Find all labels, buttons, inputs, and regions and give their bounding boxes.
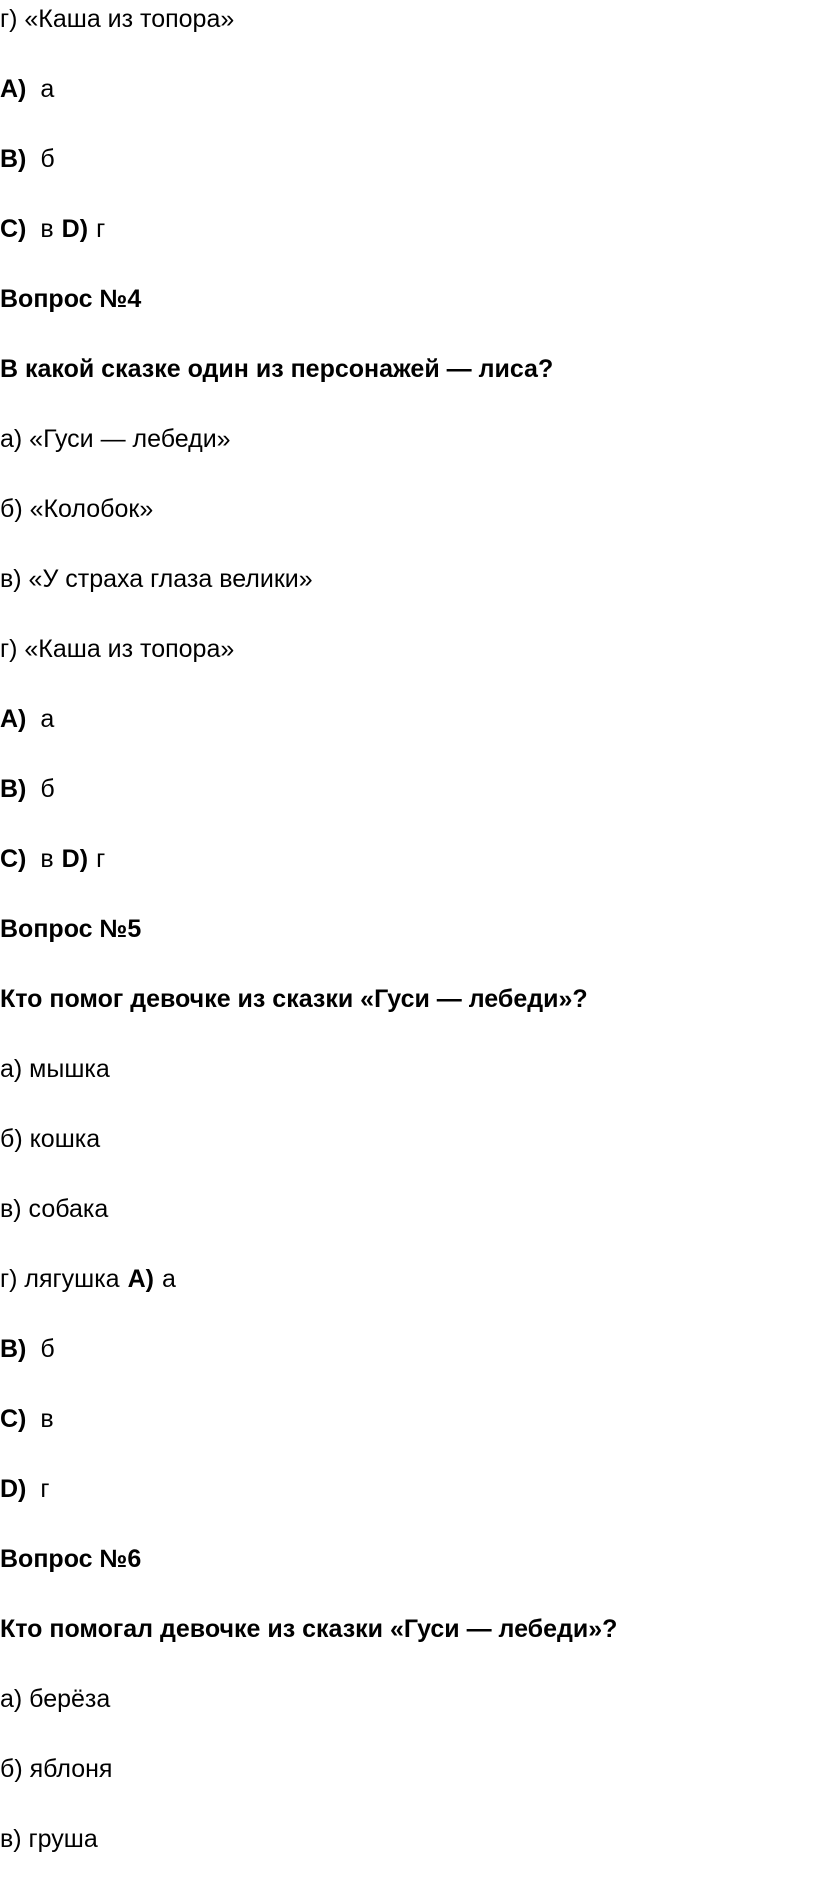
answer-value: а bbox=[40, 705, 55, 733]
q5-option-c: в) собака bbox=[0, 1195, 109, 1223]
answer-value: в bbox=[40, 215, 54, 243]
answer-value: б bbox=[40, 145, 55, 173]
answer-value: в bbox=[40, 845, 54, 873]
q5-option-d-answer-a bbox=[0, 1264, 176, 1294]
answer-value: б bbox=[40, 1335, 55, 1363]
q6-option-b: б) яблоня bbox=[0, 1755, 113, 1783]
option-text: г) лягушка bbox=[0, 1265, 120, 1293]
q5-answer-d bbox=[0, 1474, 50, 1504]
q4-heading: Вопрос №4 bbox=[0, 285, 142, 313]
q5-answer-c bbox=[0, 1404, 54, 1434]
q3-option-g: г) «Каша из топора» bbox=[0, 5, 235, 33]
answer-key: C) bbox=[0, 215, 27, 243]
q4-option-c: в) «У страха глаза велики» bbox=[0, 565, 313, 593]
answer-key: C) bbox=[0, 845, 27, 873]
q3-answer-b bbox=[0, 144, 55, 174]
q6-question: Кто помогал девочке из сказки «Гуси — лебеди»? bbox=[0, 1615, 618, 1643]
answer-value: а bbox=[161, 1265, 176, 1293]
answer-value: г bbox=[96, 845, 106, 873]
answer-value: г bbox=[40, 1475, 50, 1503]
q3-answer-a bbox=[0, 74, 54, 104]
answer-key: A) bbox=[127, 1265, 154, 1293]
q4-option-b: б) «Колобок» bbox=[0, 495, 154, 523]
q5-heading: Вопрос №5 bbox=[0, 915, 142, 943]
answer-key: B) bbox=[0, 145, 27, 173]
answer-value: а bbox=[40, 75, 55, 103]
answer-key: B) bbox=[0, 775, 27, 803]
q5-answer-b bbox=[0, 1334, 55, 1364]
q5-option-a: а) мышка bbox=[0, 1055, 110, 1083]
q4-answer-c-d bbox=[0, 844, 105, 874]
q6-option-a: а) берёза bbox=[0, 1685, 111, 1713]
answer-key: A) bbox=[0, 705, 27, 733]
q5-question: Кто помог девочке из сказки «Гуси — лебеди»? bbox=[0, 985, 588, 1013]
answer-key: C) bbox=[0, 1405, 27, 1433]
q3-answer-c-d bbox=[0, 214, 105, 244]
q4-question: В какой сказке один из персонажей — лиса? bbox=[0, 355, 554, 383]
answer-value: б bbox=[40, 775, 55, 803]
q4-answer-b bbox=[0, 774, 55, 804]
answer-key: D) bbox=[0, 1475, 27, 1503]
q4-option-d: г) «Каша из топора» bbox=[0, 635, 235, 663]
q6-option-c: в) груша bbox=[0, 1825, 98, 1853]
answer-key: B) bbox=[0, 1335, 27, 1363]
q5-option-b: б) кошка bbox=[0, 1125, 101, 1153]
q4-answer-a bbox=[0, 704, 54, 734]
answer-key: D) bbox=[61, 215, 89, 243]
answer-value: г bbox=[96, 215, 106, 243]
answer-key: A) bbox=[0, 75, 27, 103]
answer-key: D) bbox=[61, 845, 89, 873]
q6-heading: Вопрос №6 bbox=[0, 1545, 142, 1573]
answer-value: в bbox=[40, 1405, 54, 1433]
q4-option-a: а) «Гуси — лебеди» bbox=[0, 425, 231, 453]
